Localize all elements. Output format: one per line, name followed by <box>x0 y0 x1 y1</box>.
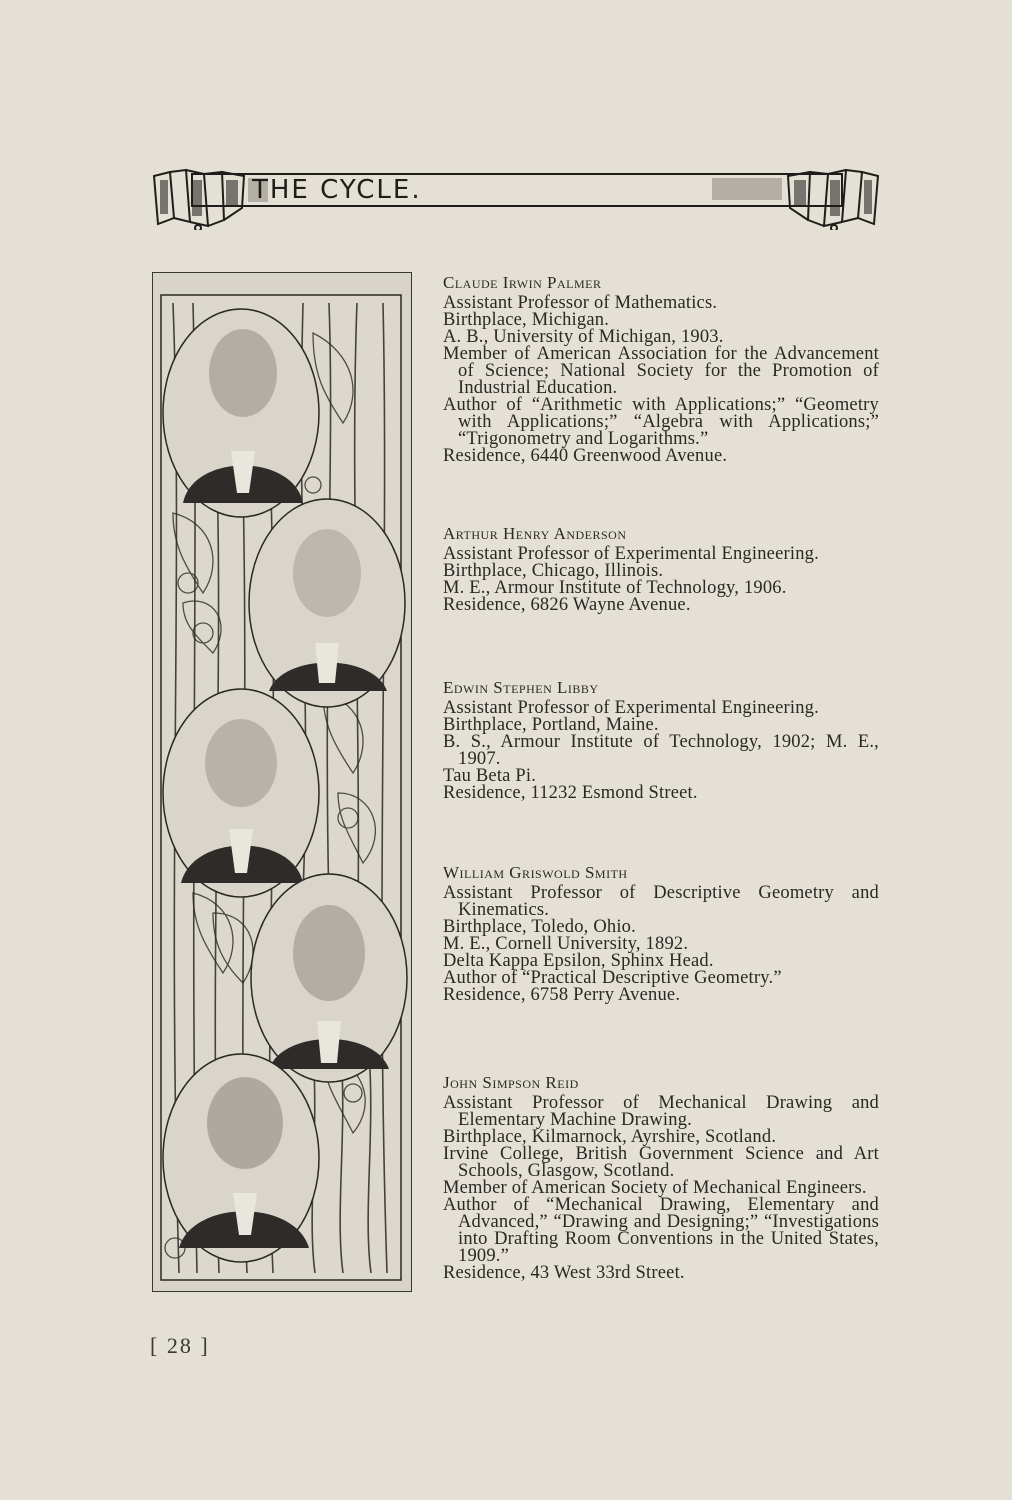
entry-line: Residence, 6440 Greenwood Avenue. <box>443 446 728 466</box>
entry-line: Assistant Professor of Mathematics. <box>443 293 718 313</box>
portrait-oval-libby <box>163 689 319 897</box>
entry-line: Assistant Professor of Mechanical Drawing and Elementary Machine Drawing. <box>443 1093 879 1130</box>
entry-line: Member of American Association for the Advancement of Science; National Society for the Promotion of Industrial Education. <box>443 344 879 398</box>
entry-anderson <box>443 525 879 614</box>
entry-line: Residence, 6826 Wayne Avenue. <box>443 595 691 615</box>
entry-line: Author of “Mechanical Drawing, Elementary and Advanced,” “Drawing and Designing;” “Investigations into Drafting Room Conventions in the United States, 1909.” <box>443 1195 879 1266</box>
entry-line: Assistant Professor of Experimental Engineering. <box>443 544 819 564</box>
entry-line: B. S., Armour Institute of Technology, 1902; M. E., 1907. <box>443 732 879 769</box>
entry-line: Assistant Professor of Experimental Engineering. <box>443 698 819 718</box>
portrait-oval-anderson <box>249 499 405 707</box>
portrait-illustration <box>153 273 410 1290</box>
portrait-oval-smith <box>251 874 407 1082</box>
entry-line: Author of “Practical Descriptive Geometry.” <box>443 968 782 988</box>
entry-line: Residence, 43 West 33rd Street. <box>443 1263 685 1283</box>
portrait-panel <box>152 272 412 1292</box>
entry-name: Edwin Stephen Libby <box>443 678 599 697</box>
entry-line: Birthplace, Toledo, Ohio. <box>443 917 636 937</box>
entry-name: John Simpson Reid <box>443 1073 579 1092</box>
entry-line: Birthplace, Chicago, Illinois. <box>443 561 664 581</box>
entry-line: M. E., Armour Institute of Technology, 1906. <box>443 578 787 598</box>
entry-name: Arthur Henry Anderson <box>443 524 627 543</box>
entry-reid <box>443 1074 879 1282</box>
entry-line: Assistant Professor of Descriptive Geometry and Kinematics. <box>443 883 879 920</box>
page-header-title: THE CYCLE. <box>252 175 422 205</box>
entry-line: Birthplace, Portland, Maine. <box>443 715 659 735</box>
entry-line: Residence, 6758 Perry Avenue. <box>443 985 681 1005</box>
entry-line: Member of American Society of Mechanical Engineers. <box>443 1178 867 1198</box>
entry-line: A. B., University of Michigan, 1903. <box>443 327 724 347</box>
entry-line: Residence, 11232 Esmond Street. <box>443 783 698 803</box>
entry-line: Tau Beta Pi. <box>443 766 537 786</box>
entry-line: Birthplace, Kilmarnock, Ayrshire, Scotland. <box>443 1127 777 1147</box>
entry-libby <box>443 679 879 802</box>
entry-smith <box>443 864 879 1004</box>
entry-line: Birthplace, Michigan. <box>443 310 610 330</box>
entry-palmer <box>443 274 879 465</box>
page-number: [ 28 ] <box>150 1333 210 1358</box>
entry-name: Claude Irwin Palmer <box>443 273 602 292</box>
entry-line: Author of “Arithmetic with Applications;” “Geometry with Applications;” “Algebra with Applications;” “Trigonometry and Logarithms.” <box>443 395 879 449</box>
entry-name: William Griswold Smith <box>443 863 628 882</box>
portrait-oval-reid <box>163 1054 319 1262</box>
entry-line: M. E., Cornell University, 1892. <box>443 934 689 954</box>
entry-line: Irvine College, British Government Science and Art Schools, Glasgow, Scotland. <box>443 1144 879 1181</box>
entry-line: Delta Kappa Epsilon, Sphinx Head. <box>443 951 714 971</box>
portrait-oval-palmer <box>163 309 319 517</box>
